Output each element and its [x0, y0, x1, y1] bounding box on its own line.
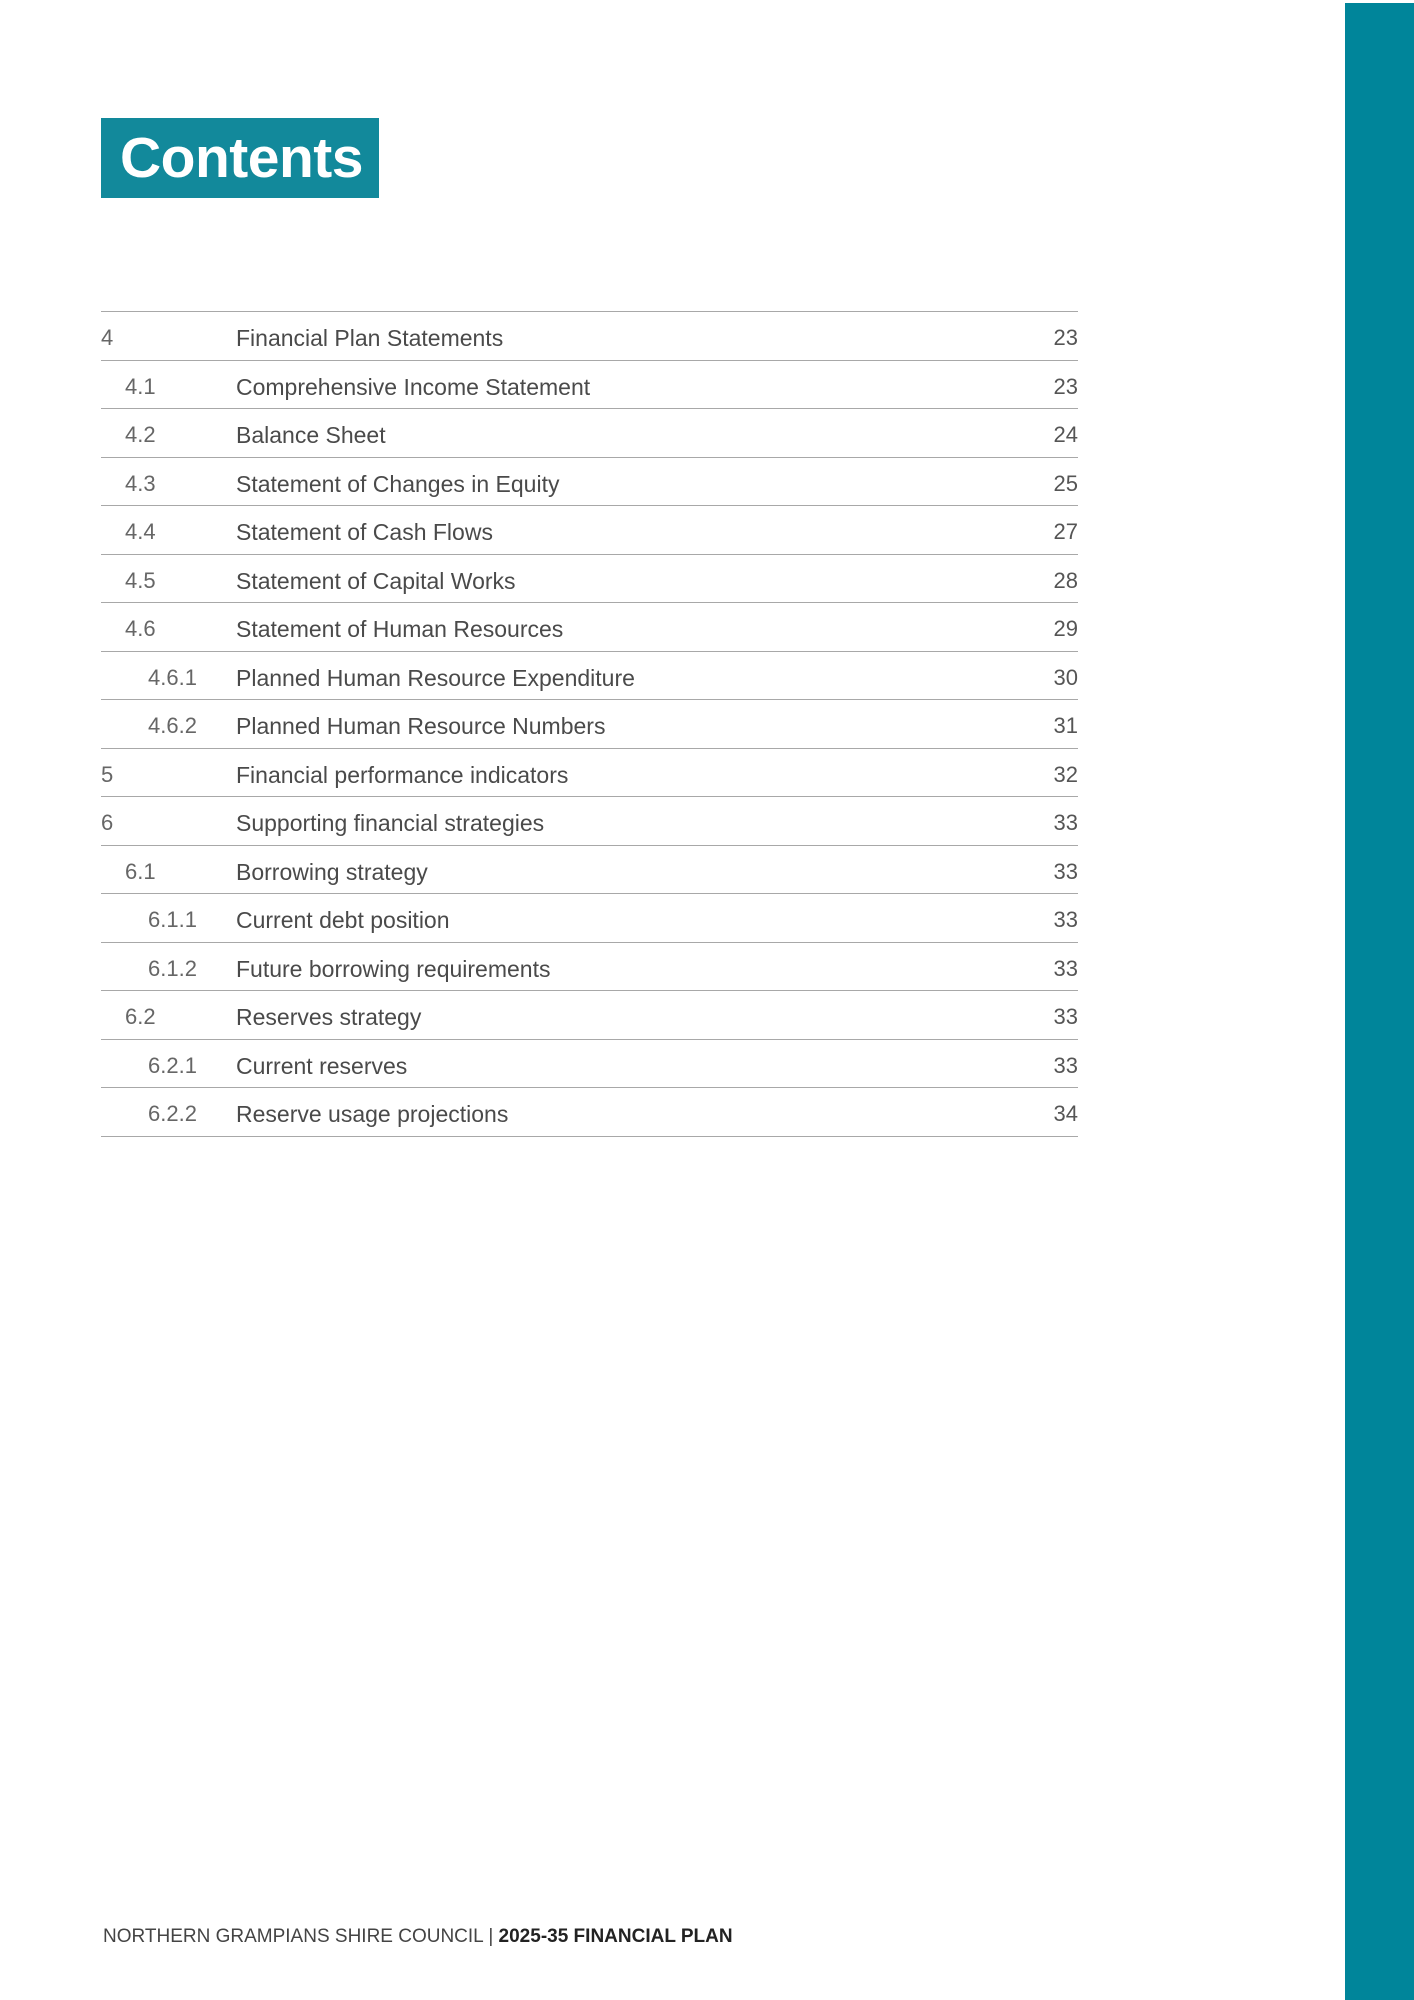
toc-entry-title[interactable]: Planned Human Resource Numbers — [236, 713, 606, 739]
toc-entry[interactable] — [101, 1088, 1078, 1137]
toc-entry-title[interactable]: Borrowing strategy — [236, 858, 428, 885]
toc-entry-title[interactable]: Statement of Changes in Equity — [236, 470, 560, 497]
toc-entry[interactable] — [101, 749, 1078, 798]
toc-entry-number: 5 — [101, 761, 114, 787]
toc-entry-number: 6.1.1 — [148, 907, 197, 932]
toc-entry-title[interactable]: Statement of Human Resources — [236, 616, 564, 642]
toc-entry-page: 34 — [1053, 1101, 1078, 1126]
toc-entry-page: 23 — [1053, 373, 1078, 399]
toc-entry-page: 30 — [1053, 664, 1078, 690]
toc-entry-number: 4.1 — [125, 373, 156, 399]
toc-entry-number: 4.2 — [125, 422, 156, 447]
toc-entry-page: 33 — [1053, 955, 1078, 981]
toc-entry-title[interactable]: Balance Sheet — [236, 422, 386, 448]
footer-organization: NORTHERN GRAMPIANS SHIRE COUNCIL | — [103, 1926, 499, 1947]
toc-entry-page: 23 — [1053, 325, 1078, 350]
toc-entry-page: 33 — [1053, 1052, 1078, 1078]
toc-entry-title[interactable]: Statement of Capital Works — [236, 567, 516, 594]
toc-entry-number: 4.4 — [125, 519, 156, 544]
toc-entry[interactable] — [101, 797, 1078, 846]
toc-entry-page: 32 — [1053, 761, 1078, 787]
toc-entry-number: 6 — [101, 810, 114, 835]
toc-entry-number: 6.1.2 — [148, 955, 197, 981]
toc-entry-page: 33 — [1053, 858, 1078, 884]
side-accent-band — [1345, 3, 1414, 2000]
page-footer — [103, 1926, 733, 1948]
toc-entry-page: 25 — [1053, 470, 1078, 496]
toc-entry[interactable] — [101, 652, 1078, 701]
toc-entry[interactable] — [101, 846, 1078, 895]
toc-entry[interactable] — [101, 506, 1078, 555]
toc-entry-number: 4.6.2 — [148, 713, 197, 738]
toc-entry-title[interactable]: Financial Plan Statements — [236, 325, 504, 351]
toc-entry-title[interactable]: Reserves strategy — [236, 1004, 422, 1030]
toc-entry-page: 33 — [1053, 1004, 1078, 1029]
table-of-contents — [101, 311, 1078, 1137]
toc-entry-page: 33 — [1053, 907, 1078, 932]
toc-entry-number: 4 — [101, 325, 114, 350]
toc-entry-title[interactable]: Future borrowing requirements — [236, 955, 551, 982]
toc-entry-title[interactable]: Financial performance indicators — [236, 761, 569, 788]
toc-entry-title[interactable]: Current reserves — [236, 1052, 408, 1079]
toc-entry[interactable] — [101, 1040, 1078, 1089]
toc-entry-page: 27 — [1053, 519, 1078, 544]
toc-entry[interactable] — [101, 894, 1078, 943]
toc-entry[interactable] — [101, 361, 1078, 410]
toc-entry[interactable] — [101, 409, 1078, 458]
toc-entry[interactable] — [101, 555, 1078, 604]
toc-entry-page: 31 — [1053, 713, 1078, 738]
toc-entry-number: 4.6 — [125, 616, 156, 641]
toc-entry-number: 6.2 — [125, 1004, 156, 1029]
toc-entry-page: 24 — [1053, 422, 1078, 447]
page-title-box — [101, 118, 379, 198]
toc-entry-title[interactable]: Statement of Cash Flows — [236, 519, 493, 545]
toc-entry-number: 6.2.1 — [148, 1052, 197, 1078]
toc-entry[interactable] — [101, 312, 1078, 361]
toc-entry-page: 28 — [1053, 567, 1078, 593]
toc-entry-number: 6.2.2 — [148, 1101, 197, 1126]
toc-entry-title[interactable]: Comprehensive Income Statement — [236, 373, 591, 400]
toc-entry[interactable] — [101, 991, 1078, 1040]
toc-entry-number: 4.5 — [125, 567, 156, 593]
toc-entry[interactable] — [101, 943, 1078, 992]
toc-entry-title[interactable]: Supporting financial strategies — [236, 810, 545, 836]
toc-entry[interactable] — [101, 603, 1078, 652]
toc-entry-title[interactable]: Reserve usage projections — [236, 1101, 509, 1127]
toc-entry-page: 29 — [1053, 616, 1078, 641]
toc-entry[interactable] — [101, 458, 1078, 507]
footer-plan-title: 2025-35 FINANCIAL PLAN — [498, 1926, 733, 1947]
toc-entry-number: 6.1 — [125, 858, 156, 884]
toc-entry[interactable] — [101, 700, 1078, 749]
page-title: Contents — [120, 126, 363, 190]
toc-entry-page: 33 — [1053, 810, 1078, 835]
toc-entry-title[interactable]: Current debt position — [236, 907, 450, 933]
toc-entry-title[interactable]: Planned Human Resource Expenditure — [236, 664, 635, 691]
toc-entry-number: 4.3 — [125, 470, 156, 496]
toc-entry-number: 4.6.1 — [148, 664, 197, 690]
